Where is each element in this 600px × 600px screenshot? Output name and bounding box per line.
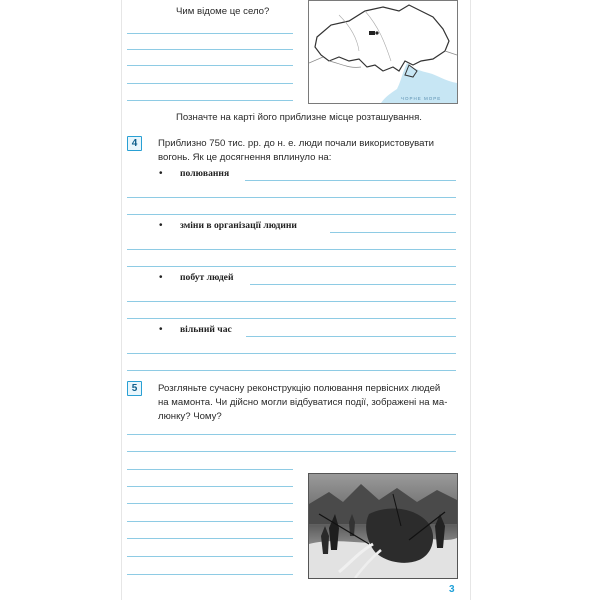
bullet-label-hunting: полювання (180, 168, 230, 179)
answer-line[interactable] (127, 318, 456, 319)
task4-text-line1: Приблизно 750 тис. рр. до н. е. люди почали використовувати (158, 138, 434, 149)
answer-line[interactable] (250, 284, 456, 285)
answer-line[interactable] (127, 49, 293, 50)
answer-line[interactable] (127, 353, 456, 354)
answer-line[interactable] (127, 503, 293, 504)
border-neighbour (329, 61, 361, 67)
ukraine-map[interactable] (308, 0, 458, 104)
task4-text-line2: вогонь. Як це досягнення вплинуло на: (158, 152, 332, 163)
answer-line[interactable] (127, 266, 456, 267)
task5-text-line1: Розгляньте сучасну реконструкцію полювання первісних людей (158, 383, 441, 394)
city-dot (375, 31, 378, 34)
answer-line[interactable] (127, 100, 293, 101)
answer-line[interactable] (127, 556, 293, 557)
bullet-dot: • (159, 220, 163, 231)
answer-line[interactable] (127, 65, 293, 66)
answer-line[interactable] (127, 486, 293, 487)
bullet-label-organization: зміни в організації людини (180, 220, 297, 231)
page-number: 3 (449, 584, 455, 595)
answer-line[interactable] (246, 336, 456, 337)
answer-line[interactable] (127, 370, 456, 371)
answer-line[interactable] (245, 180, 456, 181)
answer-line[interactable] (330, 232, 456, 233)
answer-line[interactable] (127, 214, 456, 215)
task5-text-line2: на мамонта. Чи дійсно могли відбуватися події, зображені на ма- (158, 397, 448, 408)
answer-line[interactable] (127, 451, 456, 452)
mammoth-hunt-image (308, 473, 458, 579)
city-marker (369, 31, 375, 35)
question-village: Чим відоме це село? (176, 6, 270, 17)
bullet-dot: • (159, 272, 163, 283)
task5-text-line3: люнку? Чому? (158, 411, 222, 422)
answer-line[interactable] (127, 83, 293, 84)
answer-line[interactable] (127, 521, 293, 522)
task-number-5: 5 (127, 381, 142, 396)
border-neighbour (309, 57, 323, 63)
answer-line[interactable] (127, 538, 293, 539)
map-instruction: Позначте на карті його приблизне місце розташування. (176, 112, 422, 123)
answer-line[interactable] (127, 197, 456, 198)
answer-line[interactable] (127, 434, 456, 435)
task-number-4: 4 (127, 136, 142, 151)
map-drawing (309, 1, 457, 103)
answer-line[interactable] (127, 249, 456, 250)
answer-line[interactable] (127, 301, 456, 302)
sea-label: ЧОРНЕ МОРЕ (401, 96, 442, 101)
bullet-dot: • (159, 168, 163, 179)
answer-line[interactable] (127, 469, 293, 470)
photo-drawing (309, 474, 457, 578)
bullet-label-daily-life: побут людей (180, 272, 234, 283)
bullet-label-free-time: вільний час (180, 324, 232, 335)
bullet-dot: • (159, 324, 163, 335)
river-dnipro (365, 11, 391, 61)
border-neighbour (445, 51, 457, 55)
answer-line[interactable] (127, 33, 293, 34)
answer-line[interactable] (127, 574, 293, 575)
